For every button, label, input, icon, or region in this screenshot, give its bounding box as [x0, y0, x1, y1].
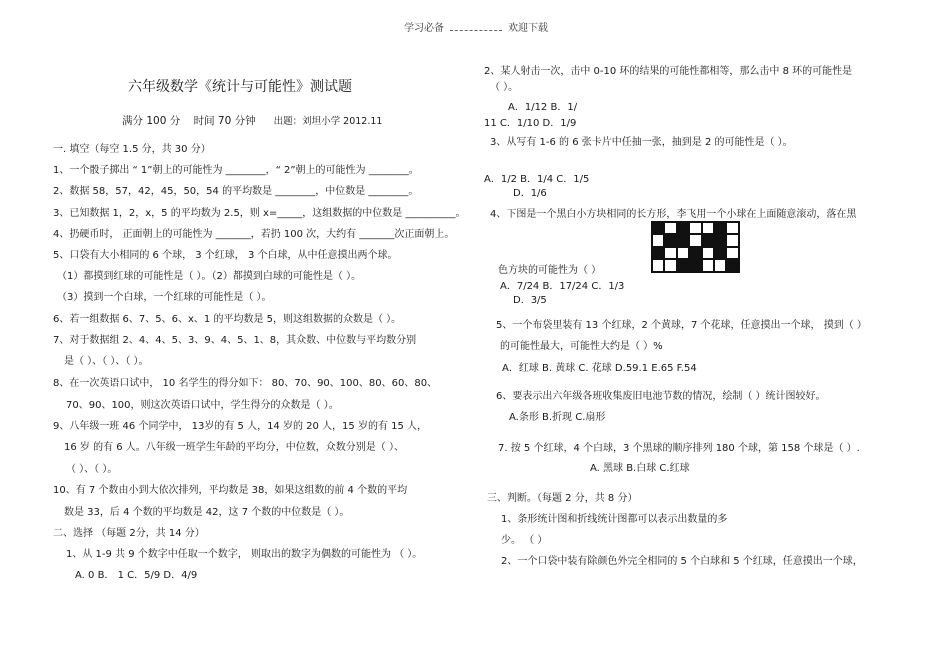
score-info: 满分 100 分: [122, 115, 181, 127]
white-square: [664, 247, 676, 259]
author-info: 出题：刘坦小学 2012.11: [273, 116, 383, 127]
question-line: A．1/12 B．1/: [508, 102, 578, 113]
question-line: 三、判断。（每题 2 分，共 8 分）: [487, 493, 638, 504]
question-line: 9、八年级一班 46 个同学中， 13岁的有 5 人，14 岁的 20 人，15 岁的有 15 人，: [53, 421, 428, 432]
header-left: 学习必备: [404, 23, 444, 34]
question-line: （1）都摸到红球的可能性是（ ）。（2）都摸到白球的可能性是（ ）。: [57, 271, 362, 282]
question-line: 2、某人射击一次，击中 0-10 环的结果的可能性都相等，那么击中 8 环的可能性是: [484, 66, 853, 77]
question-line: （3）摸到一个白球，一个红球的可能性是（ ）。: [57, 292, 272, 303]
page-header: [404, 24, 548, 34]
question-line: 6、若一组数据 6、7、5、6、x、1 的平均数是 5，则这组数据的众数是（ ）。: [53, 314, 402, 325]
white-square: [726, 234, 738, 246]
question-line: 5、一个布袋里装有 13 个红球，2 个黄球，7 个花球，任意摸出一个球， 摸到（ ）: [496, 320, 867, 331]
black-square: [689, 259, 701, 271]
question-line: 4、扔硬币时， 正面朝上的可能性为 _______，若扔 100 次，大约有 _______次正面朝上。: [53, 229, 455, 240]
question-line: 数是 33，后 4 个数的平均数是 42，这 7 个数的中位数是（ ）。: [64, 507, 350, 518]
question-line: A．红球 B. 黄球 C. 花球 D.59.1 E.65 F.54: [502, 363, 697, 374]
black-square: [664, 234, 676, 246]
question-line: A．1/2 B．1/4 C．1/5: [484, 174, 590, 185]
question-line: 1、从 1-9 共 9 个数字中任取一个数字， 则取出的数字为偶数的可能性为 （ ）。: [66, 549, 423, 560]
question-line: 7. 按 5 个红球，4 个白球，3 个黑球的顺序排列 180 个球，第 158 个球是（ ）.: [498, 443, 860, 454]
white-square: [726, 247, 738, 259]
question-line: （ ）、（ ）。: [66, 464, 118, 475]
black-square: [689, 247, 701, 259]
header-divider: [450, 30, 502, 31]
black-square: [652, 222, 664, 234]
question-line: 1、一个骰子掷出 “ 1”朝上的可能性为 ________，“ 2”朝上的可能性为 ________。: [53, 165, 419, 176]
question-line: 7、对于数据组 2、4、4、5、3、9、4、5、1、8，其众数、中位数与平均数分别: [53, 335, 417, 346]
white-square: [689, 222, 701, 234]
white-square: [664, 222, 676, 234]
question-line: 8、在一次英语口试中， 10 名学生的得分如下： 80、70、90、100、80、60、80、: [53, 378, 438, 389]
question-line: 4、下图是一个黑白小方块相同的长方形，李飞用一个小球在上面随意滚动，落在黑: [490, 209, 857, 220]
time-info: 时间 70 分钟: [193, 115, 256, 127]
black-square: [714, 222, 726, 234]
question-line: 70、90、100，则这次英语口试中，学生得分的众数是（ ）。: [66, 400, 339, 411]
black-square: [714, 247, 726, 259]
question-line: （ ）。: [490, 82, 519, 93]
question-line: 1、条形统计图和折线统计图都可以表示出数量的多: [501, 514, 728, 525]
white-square: [689, 234, 701, 246]
question-line: D．3/5: [513, 295, 547, 306]
white-square: [726, 222, 738, 234]
question-line: A.条形 B.折现 C.扇形: [509, 412, 606, 423]
question-line: 的可能性最大，可能性大约是（ ）%: [500, 341, 663, 352]
question-line: 3、从写有 1-6 的 6 张卡片中任抽一张，抽到是 2 的可能性是（ ）。: [490, 137, 793, 148]
question-line: A. 黑球 B.白球 C.红球: [590, 463, 690, 474]
question-line: 2、数据 58，57，42，45，50，54 的平均数是 ________，中位数是 ________。: [53, 186, 419, 197]
question-line: 是（ ）、（ ）、（ ）。: [64, 356, 149, 367]
question-line: 6、要表示出六年级各班收集废旧电池节数的情况，绘制（ ）统计图较好。: [496, 391, 826, 402]
header-right: 欢迎下载: [508, 23, 548, 34]
black-white-grid-figure: [651, 221, 740, 273]
question-line: 3、已知数据 1，2，x，5 的平均数为 2.5，则 x=_____，这组数据的中位数是 __________。: [53, 208, 466, 219]
page-title: 六年级数学《统计与可能性》测试题: [128, 79, 352, 95]
white-square: [702, 259, 714, 271]
black-square: [652, 247, 664, 259]
question-line: 11 C．1/10 D．1/9: [484, 118, 577, 129]
white-square: [652, 259, 664, 271]
black-square: [677, 259, 689, 271]
question-line: A. 0 B． 1 C．5/9 D．4/9: [75, 570, 198, 581]
question-line: 一. 填空（每空 1.5 分，共 30 分）: [53, 144, 211, 155]
question-line: 10、有 7 个数由小到大依次排列，平均数是 38，如果这组数的前 4 个数的平均: [53, 485, 408, 496]
question-line: D．1/6: [513, 188, 547, 199]
question-line: 少。 （ ）: [501, 535, 548, 546]
question-line: 16 岁 的有 6 人。八年级一班学生年龄的平均分，中位数，众数分别是（ ）、: [64, 442, 404, 453]
white-square: [702, 247, 714, 259]
question-line: 色方块的可能性为（ ）: [498, 265, 602, 276]
black-square: [677, 234, 689, 246]
question-line: 2、一个口袋中装有除颜色外完全相同的 5 个白球和 5 个红球，任意摸出一个球，: [501, 556, 863, 567]
question-line: 二、选择 （每题 2分，共 14 分）: [53, 528, 205, 539]
white-square: [677, 247, 689, 259]
white-square: [664, 259, 676, 271]
black-square: [677, 222, 689, 234]
question-line: 5、口袋有大小相同的 6 个球， 3 个红球， 3 个白球，从中任意摸出两个球。: [53, 250, 398, 261]
question-line: A．7/24 B．17/24 C．1/3: [500, 281, 625, 292]
page-subtitle: [122, 116, 382, 127]
white-square: [652, 234, 664, 246]
white-square: [714, 259, 726, 271]
black-square: [702, 234, 714, 246]
white-square: [702, 222, 714, 234]
black-square: [726, 259, 738, 271]
black-square: [714, 234, 726, 246]
